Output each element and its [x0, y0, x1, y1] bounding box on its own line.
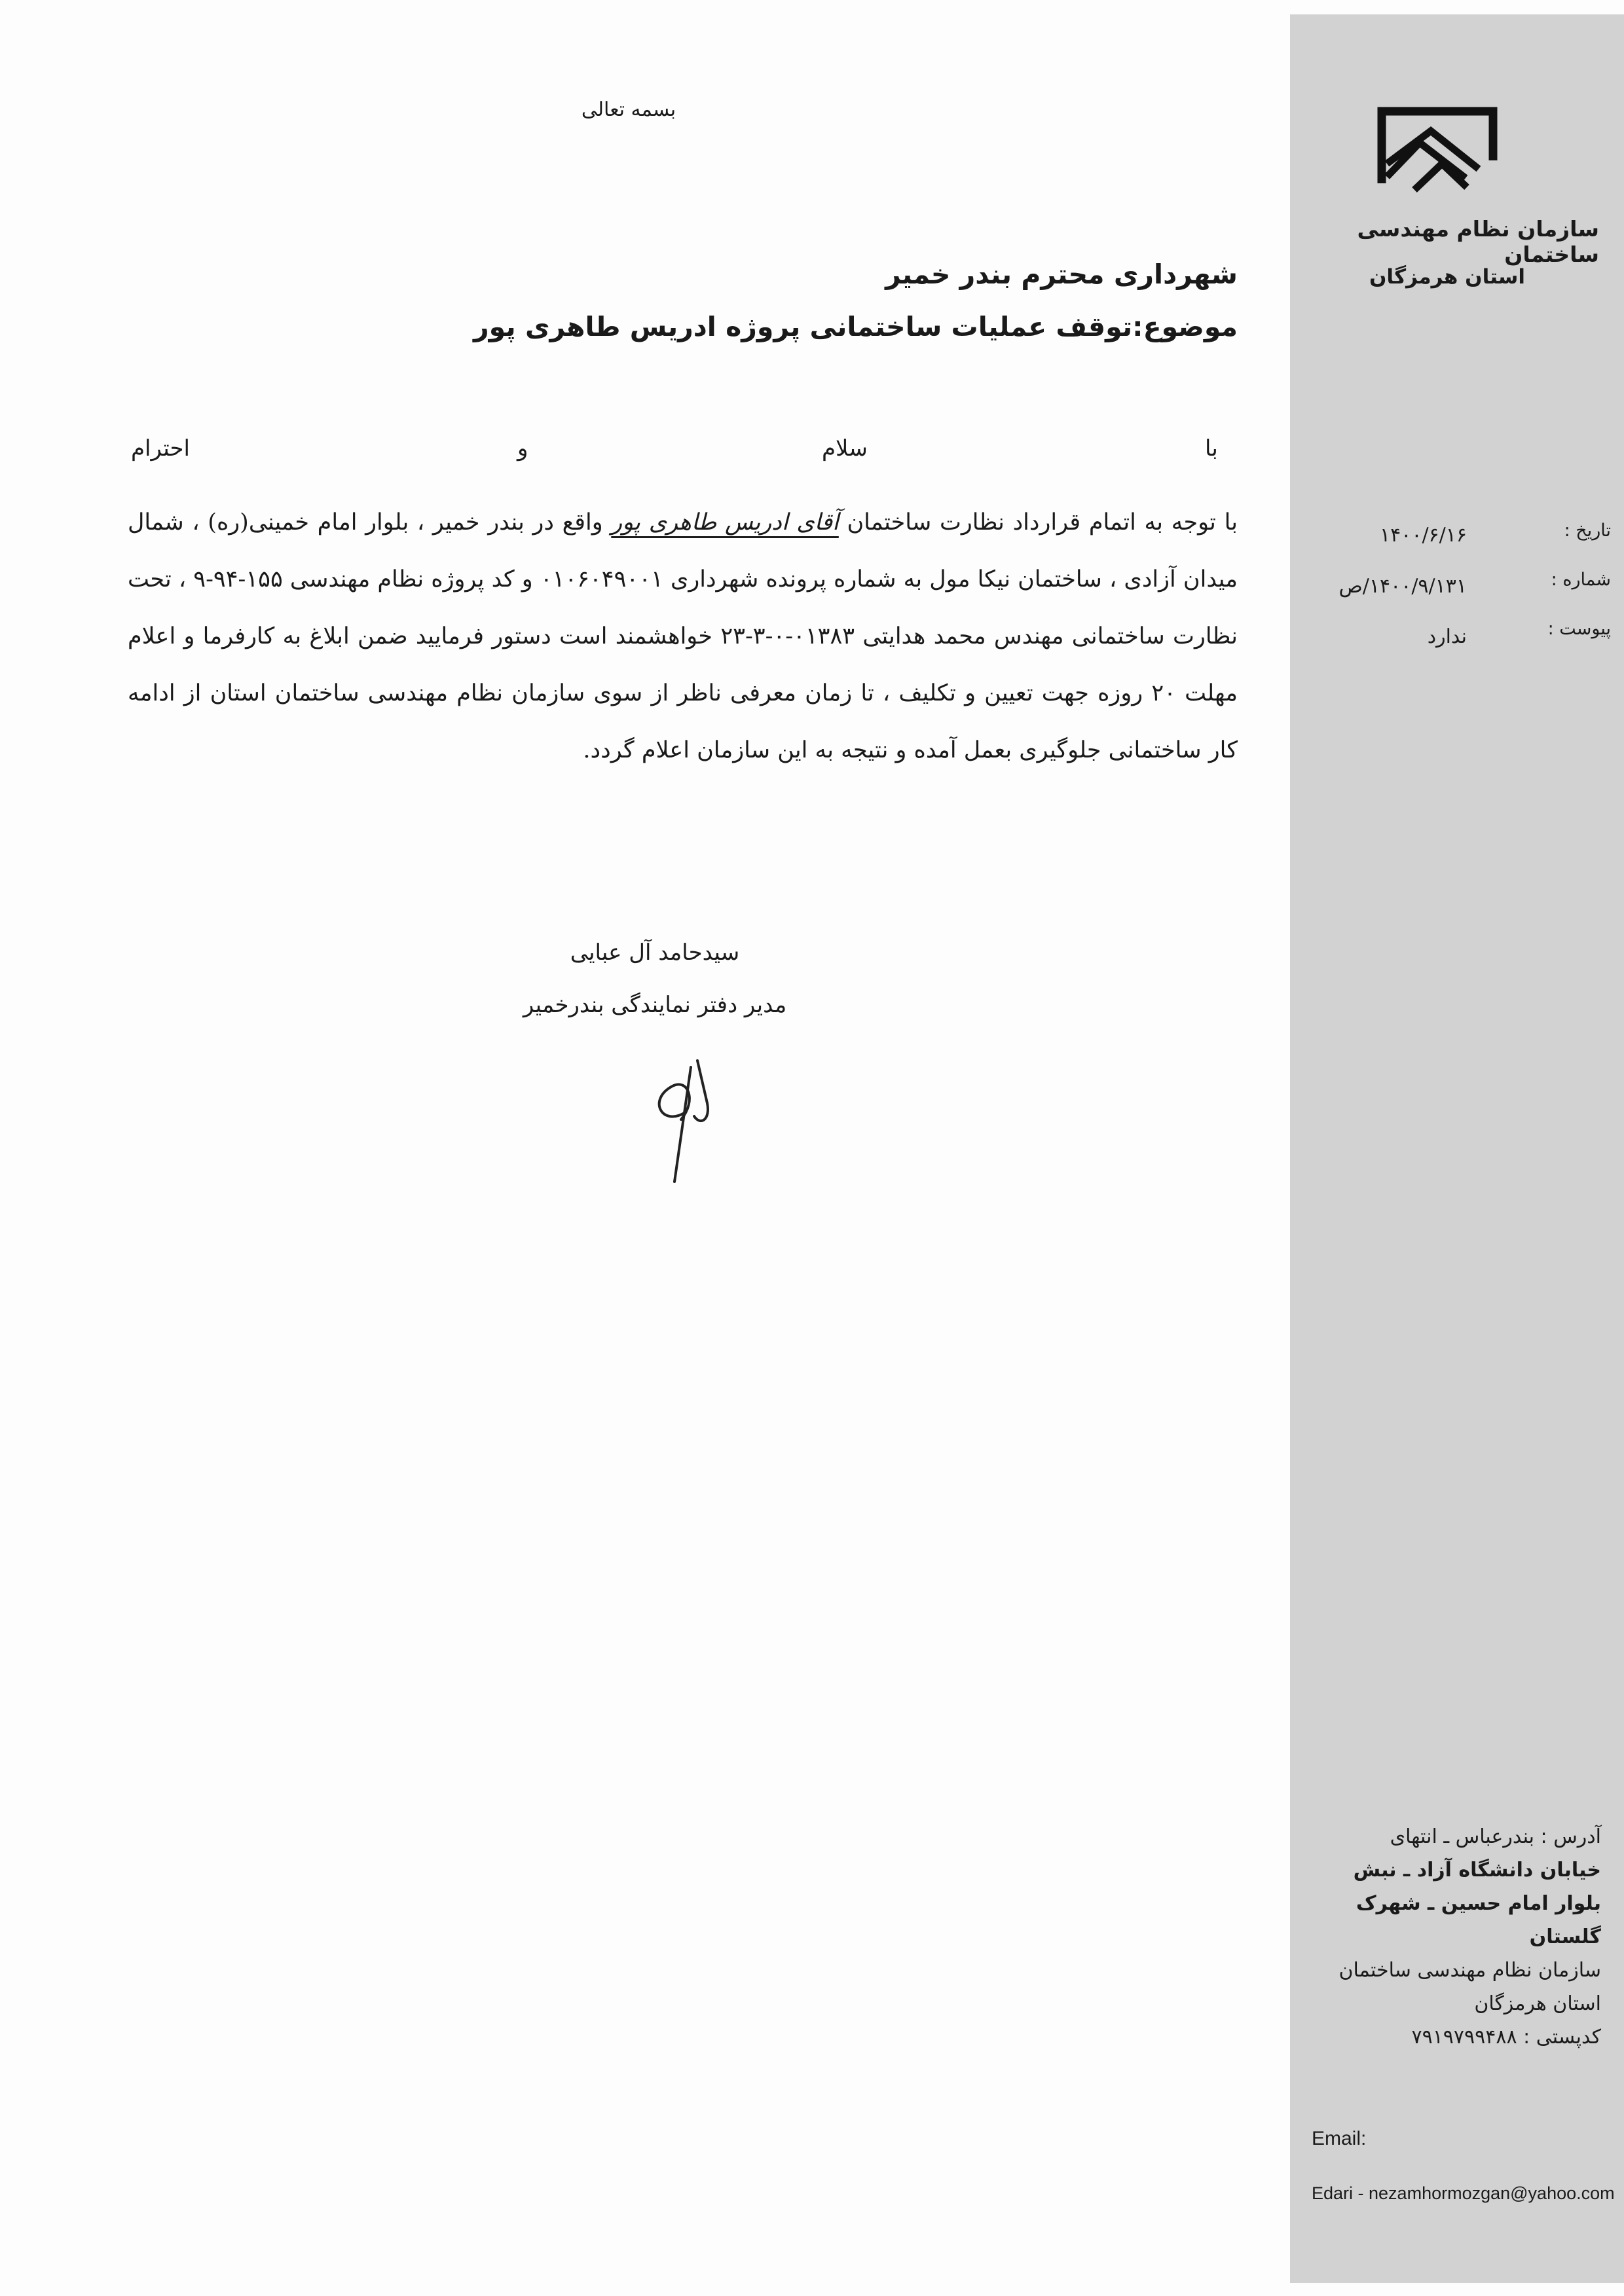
attachment-label: پیوست :	[1547, 619, 1611, 639]
address-line: آدرس : بندرعباس ـ انتهای	[1390, 1825, 1601, 1848]
address-block	[1320, 1820, 1601, 2054]
organization-province: استان هرمزگان	[1369, 265, 1526, 289]
greeting-word: با	[1205, 435, 1218, 462]
address-line: خیابان دانشگاه آزاد ـ نبش	[1353, 1859, 1601, 1882]
address-line: بلوار امام حسین ـ شهرک	[1356, 1892, 1601, 1915]
signatory-name: سیدحامد آل عبایی	[570, 939, 740, 966]
date-label: تاریخ :	[1564, 520, 1611, 541]
number-label: شماره :	[1551, 570, 1611, 590]
greeting-word: و	[517, 435, 528, 462]
recipient: شهرداری محترم بندر خمیر	[885, 259, 1238, 290]
invocation: بسمه تعالی	[581, 98, 676, 121]
subject: موضوع:توقف عملیات ساختمانی پروژه ادریس طاهری پور	[473, 311, 1238, 342]
signatory-title: مدیر دفتر نمایندگی بندرخمیر	[523, 992, 787, 1018]
email-address[interactable]: Edari - nezamhormozgan@yahoo.com	[1312, 2183, 1615, 2203]
email-label: Email:	[1312, 2128, 1367, 2149]
project-owner-name: آقای ادریس طاهری پور	[611, 509, 839, 536]
greeting-word: سلام	[822, 435, 868, 462]
address-line: گلستان	[1529, 1925, 1601, 1948]
address-line: سازمان نظام مهندسی ساختمان	[1338, 1959, 1601, 1982]
handwritten-signature	[635, 1041, 733, 1185]
organization-name: سازمان نظام مهندسی ساختمان	[1357, 216, 1599, 267]
address-line: استان هرمزگان	[1474, 1992, 1601, 2015]
attachment-value: ندارد	[1427, 625, 1467, 648]
organization-logo	[1369, 98, 1506, 196]
number-value: ۱۴۰۰/۹/۱۳۱/ص	[1338, 575, 1467, 598]
body-text: با توجه به اتمام قرارداد نظارت ساختمان	[838, 509, 1238, 536]
postal-code: کدپستی : ۷۹۱۹۷۹۹۴۸۸	[1411, 2026, 1601, 2049]
date-value: ۱۴۰۰/۶/۱۶	[1379, 524, 1467, 547]
greeting-word: احترام	[131, 435, 190, 462]
letter-body	[128, 494, 1238, 779]
body-text: واقع در بندر خمیر ، بلوار امام خمینی(ره) ، شمال میدان آزادی ، ساختمان نیکا مول به شماره پرونده شهرداری ۰۱۰۶۰۴۹۰۰۱ و کد پروژه نظام مهندسی ۱۵۵-۹۴-۹ ، تحت نظارت ساختمانی مهندس محمد هدایتی ۰۱۳۸۳-۰-۳-۲۳ خواهشمند است دستور فرمایید ضمن ابلاغ به کارفرما و اعلام مهلت ۲۰ روزه جهت تعیین و تکلیف ، تا زمان معرفی ناظر از سوی سازمان نظام مهندسی ساختمان استان از ادامه کار ساختمانی جلوگیری بعمل آمده و نتیجه به این سازمان اعلام گردد.	[128, 509, 1238, 763]
